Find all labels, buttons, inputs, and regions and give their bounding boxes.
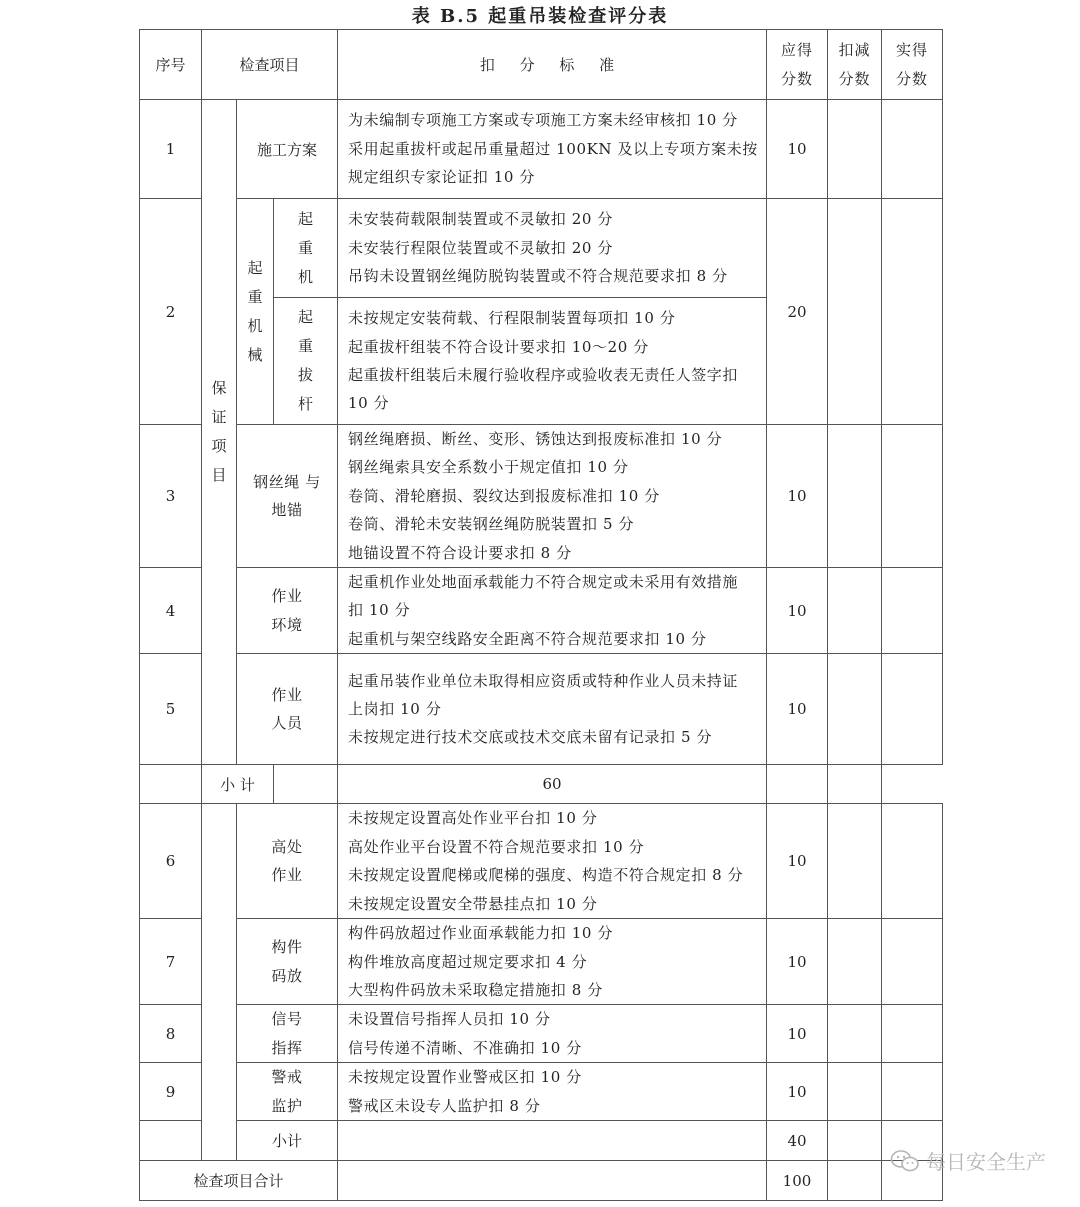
total-label: 检查项目合计 bbox=[140, 1161, 338, 1201]
row-item: 警戒 监护 bbox=[237, 1063, 338, 1121]
group-guarantee-label: 保 证 项 目 bbox=[202, 100, 237, 765]
sub-item-derrick: 起 重 拔 杆 bbox=[274, 298, 338, 425]
row-item: 作业 环境 bbox=[237, 568, 338, 654]
table-row bbox=[140, 199, 943, 298]
subtotal-row bbox=[140, 1121, 943, 1161]
row-due-score: 10 bbox=[767, 568, 828, 654]
row-item: 高处 作业 bbox=[237, 804, 338, 919]
row-seq: 4 bbox=[140, 568, 202, 654]
row-deduct-score[interactable] bbox=[828, 1121, 882, 1161]
wechat-icon bbox=[890, 1149, 920, 1173]
table-title: 表 B.5 起重吊装检查评分表 bbox=[411, 6, 669, 27]
row-actual-score[interactable] bbox=[882, 100, 943, 199]
row-item: 钢丝绳 与 地锚 bbox=[237, 425, 338, 568]
row-item: 施工方案 bbox=[237, 100, 338, 199]
table-row bbox=[140, 100, 943, 199]
row-item: 信号 指挥 bbox=[237, 1005, 338, 1063]
row-deduct-score[interactable] bbox=[828, 568, 882, 654]
row-deduct-score[interactable] bbox=[828, 425, 882, 568]
row-actual-score[interactable] bbox=[882, 804, 943, 919]
row-item: 构件 码放 bbox=[237, 919, 338, 1005]
row-criteria: 钢丝绳磨损、断丝、变形、锈蚀达到报废标准扣 10 分 钢丝绳索具安全系数小于规定值扣 10 分 卷筒、滑轮磨损、裂纹达到报废标准扣 10 分 卷筒、滑轮未安装钢丝绳防脱装置扣 5 分 地锚设置不符合设计要求扣 8 分 bbox=[338, 425, 767, 568]
subtotal-label: 小 计 bbox=[202, 765, 274, 804]
row-criteria: 构件码放超过作业面承载能力扣 10 分 构件堆放高度超过规定要求扣 4 分 大型构件码放未采取稳定措施扣 8 分 bbox=[338, 919, 767, 1005]
row-deduct-score[interactable] bbox=[828, 919, 882, 1005]
header-actual: 实得 分数 bbox=[882, 30, 943, 100]
subtotal-row bbox=[140, 765, 943, 804]
row-actual-score[interactable] bbox=[882, 1063, 943, 1121]
row-due-score: 10 bbox=[767, 100, 828, 199]
row-actual-score[interactable] bbox=[882, 919, 943, 1005]
row-item: 起 重 机 械 bbox=[237, 199, 274, 425]
row-due-score: 10 bbox=[767, 1063, 828, 1121]
table-row bbox=[140, 804, 943, 919]
row-deduct-score[interactable] bbox=[828, 199, 882, 425]
score-table bbox=[139, 29, 943, 1201]
row-deduct-score[interactable] bbox=[828, 100, 882, 199]
row-criteria: 起重机作业处地面承载能力不符合规定或未采用有效措施 扣 10 分 起重机与架空线路安全距离不符合规范要求扣 10 分 bbox=[338, 568, 767, 654]
row-seq: 6 bbox=[140, 804, 202, 919]
row-actual-score[interactable] bbox=[882, 199, 943, 425]
sub-item-crane: 起 重 机 bbox=[274, 199, 338, 298]
subtotal-score: 60 bbox=[338, 765, 767, 804]
row-criteria: 未设置信号指挥人员扣 10 分 信号传递不清晰、不准确扣 10 分 bbox=[338, 1005, 767, 1063]
header-row bbox=[140, 30, 943, 100]
row-criteria: 未安装荷载限制装置或不灵敏扣 20 分 未安装行程限位装置或不灵敏扣 20 分 吊钩未设置钢丝绳防脱钩装置或不符合规范要求扣 8 分 bbox=[338, 199, 767, 298]
row-deduct-score[interactable] bbox=[767, 765, 828, 804]
row-item: 作业 人员 bbox=[237, 654, 338, 765]
total-score: 100 bbox=[767, 1161, 828, 1201]
row-seq bbox=[140, 765, 202, 804]
row-deduct-score[interactable] bbox=[828, 804, 882, 919]
row-criteria: 为未编制专项施工方案或专项施工方案未经审核扣 10 分 采用起重拔杆或起吊重量超过 100KN 及以上专项方案未按 规定组织专家论证扣 10 分 bbox=[338, 100, 767, 199]
subtotal-score: 40 bbox=[767, 1121, 828, 1161]
row-seq: 9 bbox=[140, 1063, 202, 1121]
row-criteria bbox=[338, 1121, 767, 1161]
table-row bbox=[140, 1005, 943, 1063]
row-deduct-score[interactable] bbox=[828, 1063, 882, 1121]
row-criteria: 未按规定安装荷载、行程限制装置每项扣 10 分 起重拔杆组装不符合设计要求扣 10～20 分 起重拔杆组装后未履行验收程序或验收表无责任人签字扣 10 分 bbox=[338, 298, 767, 425]
row-actual-score[interactable] bbox=[828, 765, 882, 804]
table-row bbox=[140, 568, 943, 654]
watermark bbox=[890, 1146, 1046, 1175]
header-due: 应得 分数 bbox=[767, 30, 828, 100]
row-actual-score[interactable] bbox=[882, 425, 943, 568]
row-seq: 7 bbox=[140, 919, 202, 1005]
row-seq: 1 bbox=[140, 100, 202, 199]
row-deduct-score[interactable] bbox=[828, 1005, 882, 1063]
row-actual-score[interactable] bbox=[882, 568, 943, 654]
subtotal-label: 小计 bbox=[237, 1121, 338, 1161]
header-seq: 序号 bbox=[140, 30, 202, 100]
table-row bbox=[140, 425, 943, 568]
total-row bbox=[140, 1161, 943, 1201]
row-deduct-score[interactable] bbox=[828, 654, 882, 765]
row-seq: 8 bbox=[140, 1005, 202, 1063]
watermark-text: 每日安全生产 bbox=[926, 1150, 1046, 1174]
row-seq: 2 bbox=[140, 199, 202, 425]
row-criteria bbox=[338, 1161, 767, 1201]
row-due-score: 10 bbox=[767, 1005, 828, 1063]
row-seq: 3 bbox=[140, 425, 202, 568]
row-due-score: 10 bbox=[767, 804, 828, 919]
header-criteria: 扣 分 标 准 bbox=[338, 30, 767, 100]
header-item: 检查项目 bbox=[202, 30, 338, 100]
row-criteria: 未按规定设置高处作业平台扣 10 分 高处作业平台设置不符合规范要求扣 10 分 未按规定设置爬梯或爬梯的强度、构造不符合规定扣 8 分 未按规定设置安全带悬挂点扣 10 分 bbox=[338, 804, 767, 919]
row-seq: 5 bbox=[140, 654, 202, 765]
table-row bbox=[140, 654, 943, 765]
row-due-score: 10 bbox=[767, 654, 828, 765]
row-criteria: 起重吊装作业单位未取得相应资质或特种作业人员未持证 上岗扣 10 分 未按规定进行技术交底或技术交底未留有记录扣 5 分 bbox=[338, 654, 767, 765]
row-due-score: 20 bbox=[767, 199, 828, 425]
row-actual-score[interactable] bbox=[882, 1005, 943, 1063]
row-actual-score[interactable] bbox=[882, 654, 943, 765]
table-row bbox=[140, 1063, 943, 1121]
group-general-label bbox=[202, 804, 237, 1161]
row-due-score: 10 bbox=[767, 919, 828, 1005]
row-due-score: 10 bbox=[767, 425, 828, 568]
row-deduct-score[interactable] bbox=[828, 1161, 882, 1201]
row-seq bbox=[140, 1121, 202, 1161]
row-criteria: 未按规定设置作业警戒区扣 10 分 警戒区未设专人监护扣 8 分 bbox=[338, 1063, 767, 1121]
header-deduct: 扣减 分数 bbox=[828, 30, 882, 100]
table-row bbox=[140, 919, 943, 1005]
row-criteria bbox=[274, 765, 338, 804]
